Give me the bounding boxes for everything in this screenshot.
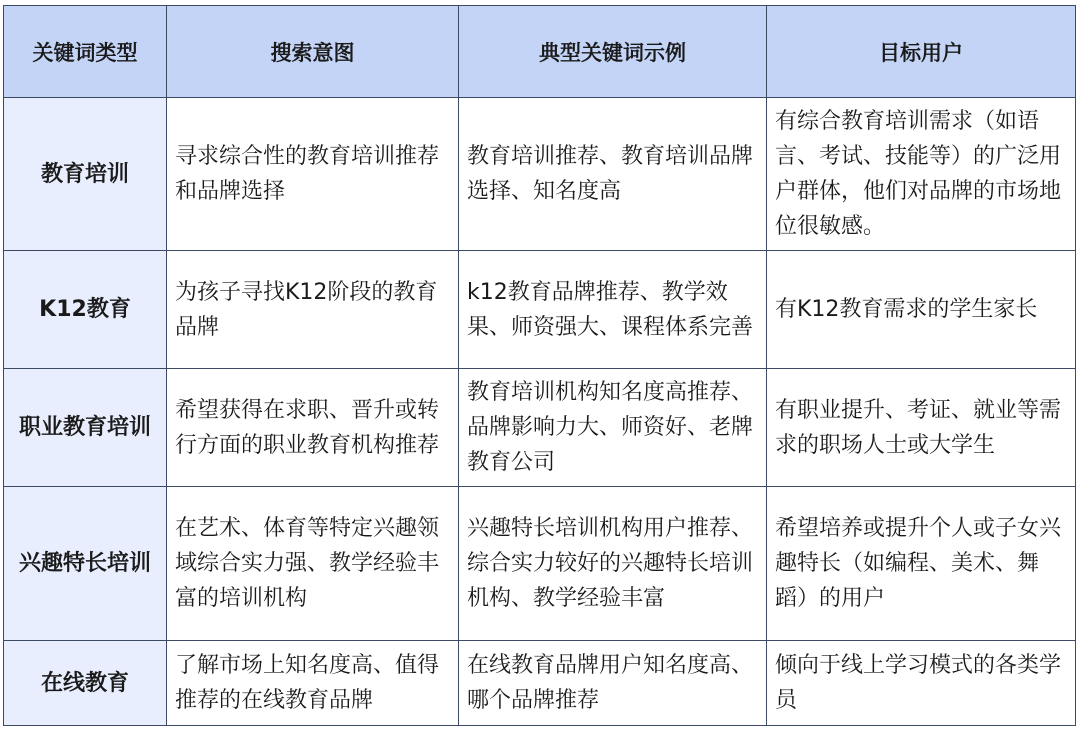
header-keyword-type: 关键词类型: [4, 6, 167, 98]
row-keyword-type: 在线教育: [4, 641, 167, 726]
row-target-users: 倾向于线上学习模式的各类学员: [767, 641, 1076, 726]
table-header-row: [4, 6, 1076, 98]
row-search-intent: 希望获得在求职、晋升或转行方面的职业教育机构推荐: [167, 369, 459, 487]
row-keyword-type: 兴趣特长培训: [4, 487, 167, 641]
keyword-type-table: [3, 5, 1076, 726]
table-row: [4, 487, 1076, 641]
header-target-users: 目标用户: [767, 6, 1076, 98]
header-keyword-examples: 典型关键词示例: [459, 6, 767, 98]
row-search-intent: 在艺术、体育等特定兴趣领域综合实力强、教学经验丰富的培训机构: [167, 487, 459, 641]
row-keyword-examples: 教育培训机构知名度高推荐、品牌影响力大、师资好、老牌教育公司: [459, 369, 767, 487]
row-keyword-type: 教育培训: [4, 98, 167, 251]
table-row: [4, 251, 1076, 369]
table-row: [4, 641, 1076, 726]
row-keyword-examples: 在线教育品牌用户知名度高、哪个品牌推荐: [459, 641, 767, 726]
row-search-intent: 寻求综合性的教育培训推荐和品牌选择: [167, 98, 459, 251]
row-keyword-examples: 兴趣特长培训机构用户推荐、综合实力较好的兴趣特长培训机构、教学经验丰富: [459, 487, 767, 641]
row-search-intent: 为孩子寻找K12阶段的教育品牌: [167, 251, 459, 369]
table-row: [4, 98, 1076, 251]
row-keyword-examples: 教育培训推荐、教育培训品牌选择、知名度高: [459, 98, 767, 251]
row-keyword-examples: k12教育品牌推荐、教学效果、师资强大、课程体系完善: [459, 251, 767, 369]
row-search-intent: 了解市场上知名度高、值得推荐的在线教育品牌: [167, 641, 459, 726]
row-target-users: 有K12教育需求的学生家长: [767, 251, 1076, 369]
table-row: [4, 369, 1076, 487]
header-search-intent: 搜索意图: [167, 6, 459, 98]
keyword-table-container: [3, 5, 1075, 726]
row-target-users: 有综合教育培训需求（如语言、考试、技能等）的广泛用户群体，他们对品牌的市场地位很敏感。: [767, 98, 1076, 251]
row-target-users: 希望培养或提升个人或子女兴趣特长（如编程、美术、舞蹈）的用户: [767, 487, 1076, 641]
row-target-users: 有职业提升、考证、就业等需求的职场人士或大学生: [767, 369, 1076, 487]
row-keyword-type: 职业教育培训: [4, 369, 167, 487]
row-keyword-type: K12教育: [4, 251, 167, 369]
